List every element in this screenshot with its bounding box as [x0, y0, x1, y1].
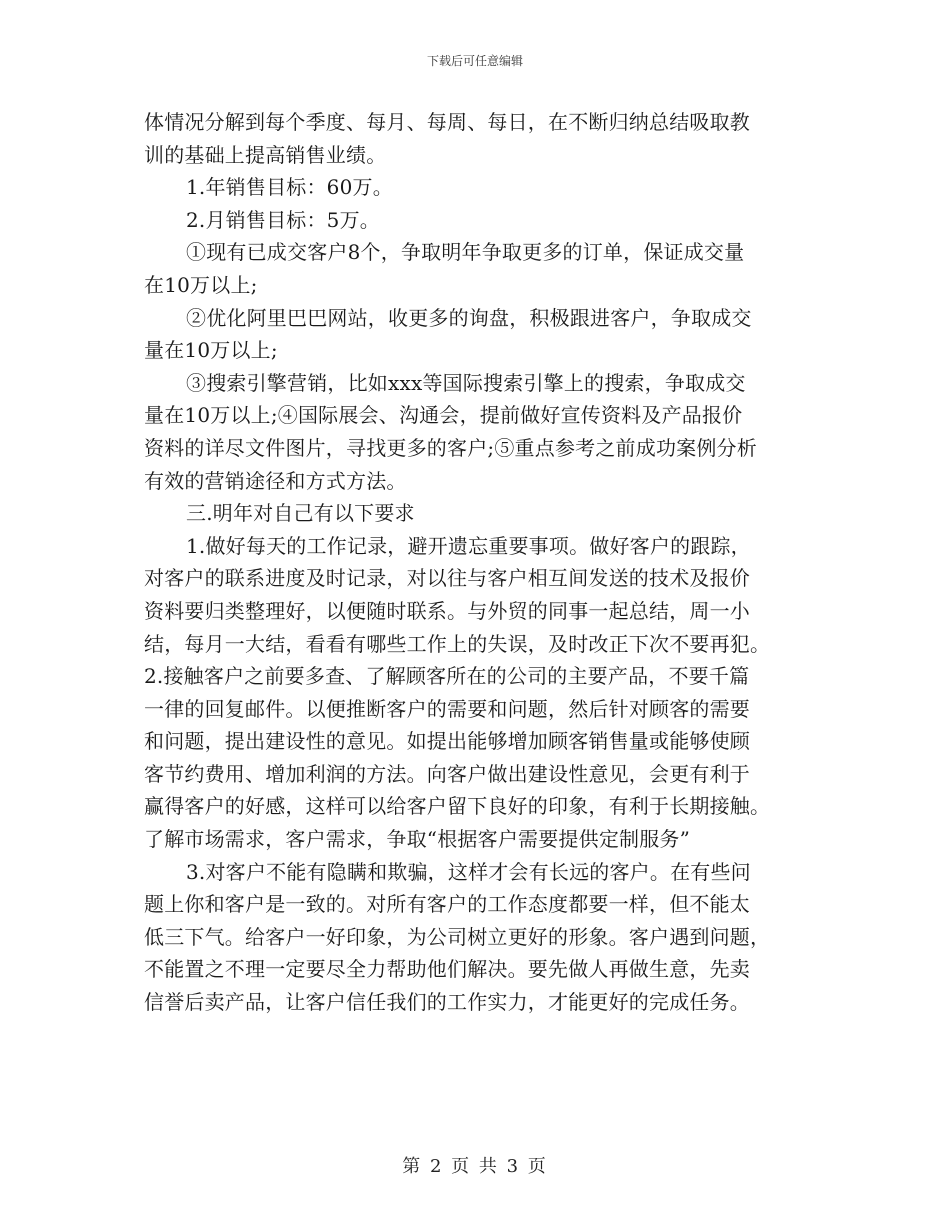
page-header: 下载后可任意编辑: [426, 54, 523, 68]
text-line: 客节约费用、增加利润的方法。向客户做出建设性意见，会更有利于: [144, 761, 750, 786]
text-line: 3.对客户不能有隐瞒和欺骗，这样才会有长远的客户。在有些问: [186, 859, 751, 884]
text-line: 资料的详尽文件图片，寻找更多的客户;⑤重点参考之前成功案例分析: [144, 435, 757, 460]
text-line: ③搜索引擎营销，比如xxx等国际搜索引擎上的搜索，争取成交: [186, 370, 746, 395]
text-line: 结，每月一大结，看看有哪些工作上的失误，及时改正下次不要再犯。: [144, 631, 771, 656]
text-line: 训的基础上提高销售业绩。: [144, 142, 387, 167]
text-line: 1.做好每天的工作记录，避开遗忘重要事项。做好客户的跟踪，: [186, 533, 751, 558]
text-line: 一律的回复邮件。以便推断客户的需要和问题，然后针对顾客的需要: [144, 696, 750, 721]
text-line: ①现有已成交客户8个，争取明年争取更多的订单，保证成交量: [186, 240, 745, 265]
text-line: 不能置之不理一定要尽全力帮助他们解决。要先做人再做生意，先卖: [144, 957, 750, 982]
text-line: 信誉后卖产品，让客户信任我们的工作实力，才能更好的完成任务。: [144, 990, 750, 1015]
text-line: 2.接触客户之前要多查、了解顾客所在的公司的主要产品，不要千篇: [144, 664, 750, 689]
document-body: [144, 106, 814, 1019]
text-line: 和问题，提出建设性的意见。如提出能够增加顾客销售量或能够使顾: [144, 729, 750, 754]
text-line: 体情况分解到每个季度、每月、每周、每日，在不断归纳总结吸取教: [144, 110, 750, 134]
text-line: 2.月销售目标：5万。: [186, 207, 381, 232]
text-line: 对客户的联系进度及时记录，对以往与客户相互间发送的技术及报价: [144, 566, 750, 591]
text-line: ②优化阿里巴巴网站，收更多的询盘，积极跟进客户，争取成交: [186, 305, 752, 330]
text-line: 低三下气。给客户一好印象，为公司树立更好的形象。客户遇到问题，: [144, 924, 771, 949]
text-line: 量在10万以上;: [144, 338, 278, 363]
text-line: 三.明年对自己有以下要求: [186, 501, 415, 526]
text-line: 资料要归类整理好，以便随时联系。与外贸的同事一起总结，周一小: [144, 598, 750, 623]
text-line: 题上你和客户是一致的。对所有客户的工作态度都要一样，但不能太: [144, 892, 750, 917]
text-line: 赢得客户的好感，这样可以给客户留下良好的印象，有利于长期接触。: [144, 794, 771, 819]
page-footer: 第 2 页 共 3 页: [402, 1156, 548, 1177]
text-line: 了解市场需求，客户需求，争取“根据客户需要提供定制服务”: [144, 827, 691, 852]
text-line: 1.年销售目标：60万。: [186, 175, 393, 200]
text-line: 在10万以上;: [144, 272, 258, 297]
text-line: 有效的营销途径和方式方法。: [144, 468, 407, 493]
text-line: 量在10万以上;④国际展会、沟通会，提前做好宣传资料及产品报价: [144, 403, 743, 428]
